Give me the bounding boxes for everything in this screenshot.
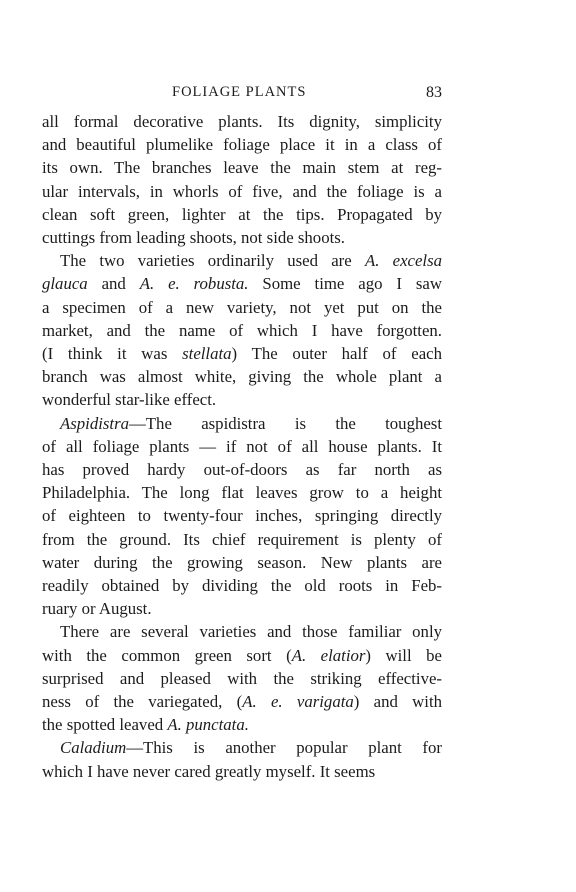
- text-line: [42, 319, 442, 342]
- text-line: [42, 504, 442, 527]
- italic-text: Aspidistra: [60, 413, 130, 433]
- text-line: [42, 388, 442, 411]
- italic-text: A. punctata.: [167, 715, 249, 735]
- text-run: —The aspidistra is the toughest: [129, 413, 442, 433]
- text-line: [42, 249, 442, 272]
- italic-text: A. e. robusta.: [139, 274, 249, 294]
- text-run: ular intervals, in whorls of five, and the foliage is a: [42, 181, 442, 201]
- text-line: [42, 736, 442, 759]
- text-run: ) and with: [353, 692, 442, 712]
- text-line: [42, 342, 442, 365]
- text-run: Some time ago I saw: [248, 274, 442, 294]
- paragraph: [42, 620, 442, 736]
- running-title: FOLIAGE PLANTS: [172, 84, 307, 100]
- paragraph: [42, 736, 442, 782]
- text-run: ) The outer half of each: [231, 344, 442, 364]
- text-run: branch was almost white, giving the whole plant a: [42, 367, 442, 387]
- text-line: [42, 272, 442, 295]
- text-run: of eighteen to twenty-four inches, springing directly: [42, 506, 442, 526]
- text-run: its own. The branches leave the main stem at reg-: [42, 158, 442, 178]
- text-run: The two varieties ordinarily used are: [60, 251, 365, 271]
- text-line: [42, 481, 442, 504]
- text-run: and: [87, 274, 140, 294]
- text-line: [42, 597, 442, 620]
- text-line: [42, 110, 442, 133]
- text-run: There are several varieties and those familiar only: [60, 622, 442, 642]
- text-run: the spotted leaved: [42, 715, 168, 735]
- text-run: has proved hardy out-of-doors as far north as: [42, 460, 442, 480]
- text-run: cuttings from leading shoots, not side shoots.: [42, 228, 345, 248]
- text-run: and beautiful plumelike foliage place it in a class of: [42, 135, 442, 155]
- text-run: Philadelphia. The long flat leaves grow to a height: [42, 483, 442, 503]
- text-run: (I think it was: [42, 344, 183, 364]
- text-line: [42, 180, 442, 203]
- running-head: [42, 84, 442, 110]
- text-run: from the ground. Its chief requirement is plenty of: [42, 529, 442, 549]
- text-line: [42, 296, 442, 319]
- text-line: [42, 620, 442, 643]
- text-line: [42, 690, 442, 713]
- text-line: [42, 412, 442, 435]
- text-line: [42, 528, 442, 551]
- text-run: surprised and pleased with the striking effective-: [42, 668, 442, 688]
- italic-text: glauca: [42, 274, 88, 294]
- paragraph: [42, 412, 442, 621]
- text-line: [42, 156, 442, 179]
- text-run: which I have never cared greatly myself. It seems: [42, 761, 376, 781]
- text-line: [42, 365, 442, 388]
- text-run: —This is another popular plant for: [126, 738, 442, 758]
- text-run: of all foliage plants — if not of all house plants. It: [42, 436, 442, 456]
- text-line: [42, 458, 442, 481]
- text-run: market, and the name of which I have forgotten.: [42, 320, 442, 340]
- text-run: a specimen of a new variety, not yet put on the: [42, 297, 442, 317]
- text-run: with the common green sort (: [42, 645, 292, 665]
- text-run: wonderful star-like effect.: [42, 390, 217, 410]
- text-line: [42, 203, 442, 226]
- italic-text: A. e. varigata: [242, 692, 354, 712]
- book-page: [42, 84, 442, 783]
- body-text: [42, 110, 442, 783]
- italic-text: stellata: [182, 344, 232, 364]
- paragraph: [42, 110, 442, 249]
- text-line: [42, 574, 442, 597]
- text-run: all formal decorative plants. Its dignity, simplicity: [42, 112, 442, 131]
- italic-text: A. excelsa: [364, 251, 442, 271]
- italic-text: Caladium: [60, 738, 127, 758]
- text-line: [42, 713, 442, 736]
- text-line: [42, 644, 442, 667]
- text-run: clean soft green, lighter at the tips. Propagated by: [42, 204, 442, 224]
- text-run: readily obtained by dividing the old roots in Feb-: [42, 576, 442, 596]
- text-line: [42, 551, 442, 574]
- text-line: [42, 760, 442, 783]
- text-run: water during the growing season. New plants are: [42, 552, 442, 572]
- text-run: ness of the variegated, (: [42, 692, 243, 712]
- text-run: ruary or August.: [42, 599, 152, 619]
- text-line: [42, 667, 442, 690]
- text-line: [42, 133, 442, 156]
- text-line: [42, 435, 442, 458]
- italic-text: A. elatior: [291, 645, 366, 665]
- page-number: 83: [426, 84, 442, 101]
- text-line: [42, 226, 442, 249]
- text-run: ) will be: [365, 645, 442, 665]
- paragraph: [42, 249, 442, 411]
